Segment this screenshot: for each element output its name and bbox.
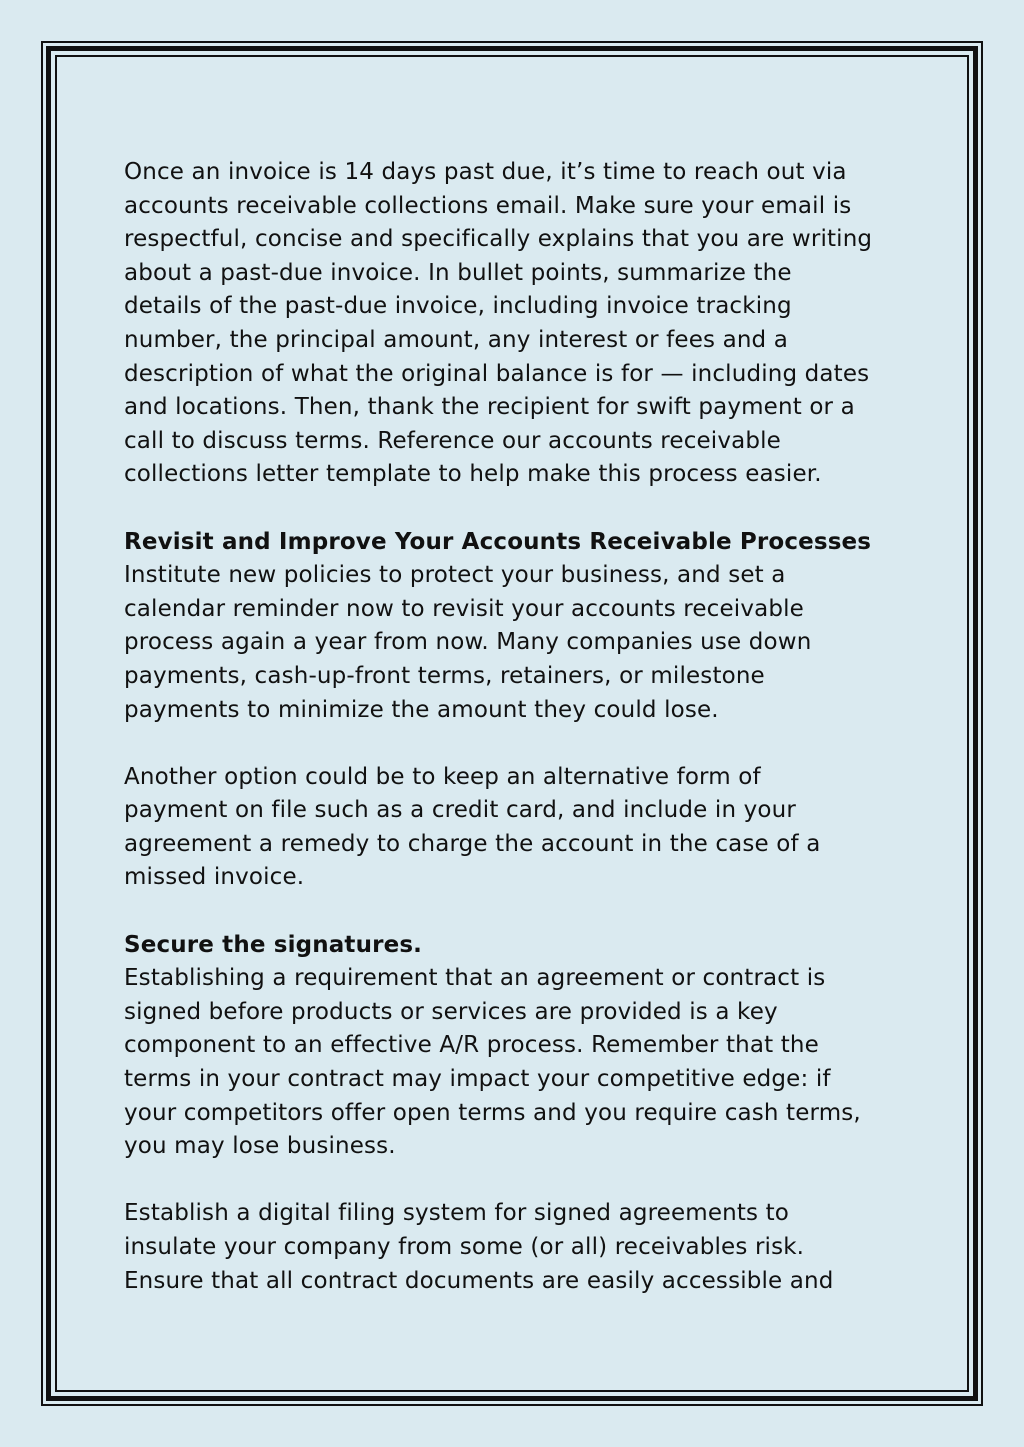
- document-body: [124, 156, 924, 1332]
- section-heading-revisit: Revisit and Improve Your Accounts Receivable Processes: [124, 528, 872, 555]
- section-signatures-paragraph-2: Establish a digital filing system for signed agreements to insulate your company from some (or all) receivables risk. Ensure that all contract documents are easily accessible and: [124, 1200, 834, 1294]
- section-revisit-paragraph-2: Another option could be to keep an alternative form of payment on file such as a credit card, and include in your agreement a remedy to charge the account in the case of a missed invoice.: [124, 763, 821, 891]
- section-revisit: [124, 526, 924, 728]
- intro-paragraph: Once an invoice is 14 days past due, it’s time to reach out via accounts receivable collections email. Make sure your email is respectful, concise and specifically explains that you are writing about a past-due invoice. In bullet points, summarize the details of the past-due invoice, including invoice tracking number, the principal amount, any interest or fees and a description of what the original balance is for — including dates and locations. Then, thank the recipient for swift payment or a call to discuss terms. Reference our accounts receivable collections letter template to help make this process easier.: [124, 159, 873, 488]
- section-heading-signatures: Secure the signatures.: [124, 931, 423, 958]
- section-signatures-paragraph-1: Establishing a requirement that an agreement or contract is signed before products or services are provided is a key component to an effective A/R process. Remember that the terms in your contract may impact your competitive edge: if your competitors offer open terms and you require cash terms, you may lose business.: [124, 965, 861, 1160]
- section-signatures: [124, 929, 924, 1164]
- section-revisit-paragraph-1: Institute new policies to protect your business, and set a calendar reminder now to revisit your accounts receivable process again a year from now. Many companies use down payments, cash-up-front terms, retainers, or milestone payments to minimize the amount they could lose.: [124, 562, 812, 723]
